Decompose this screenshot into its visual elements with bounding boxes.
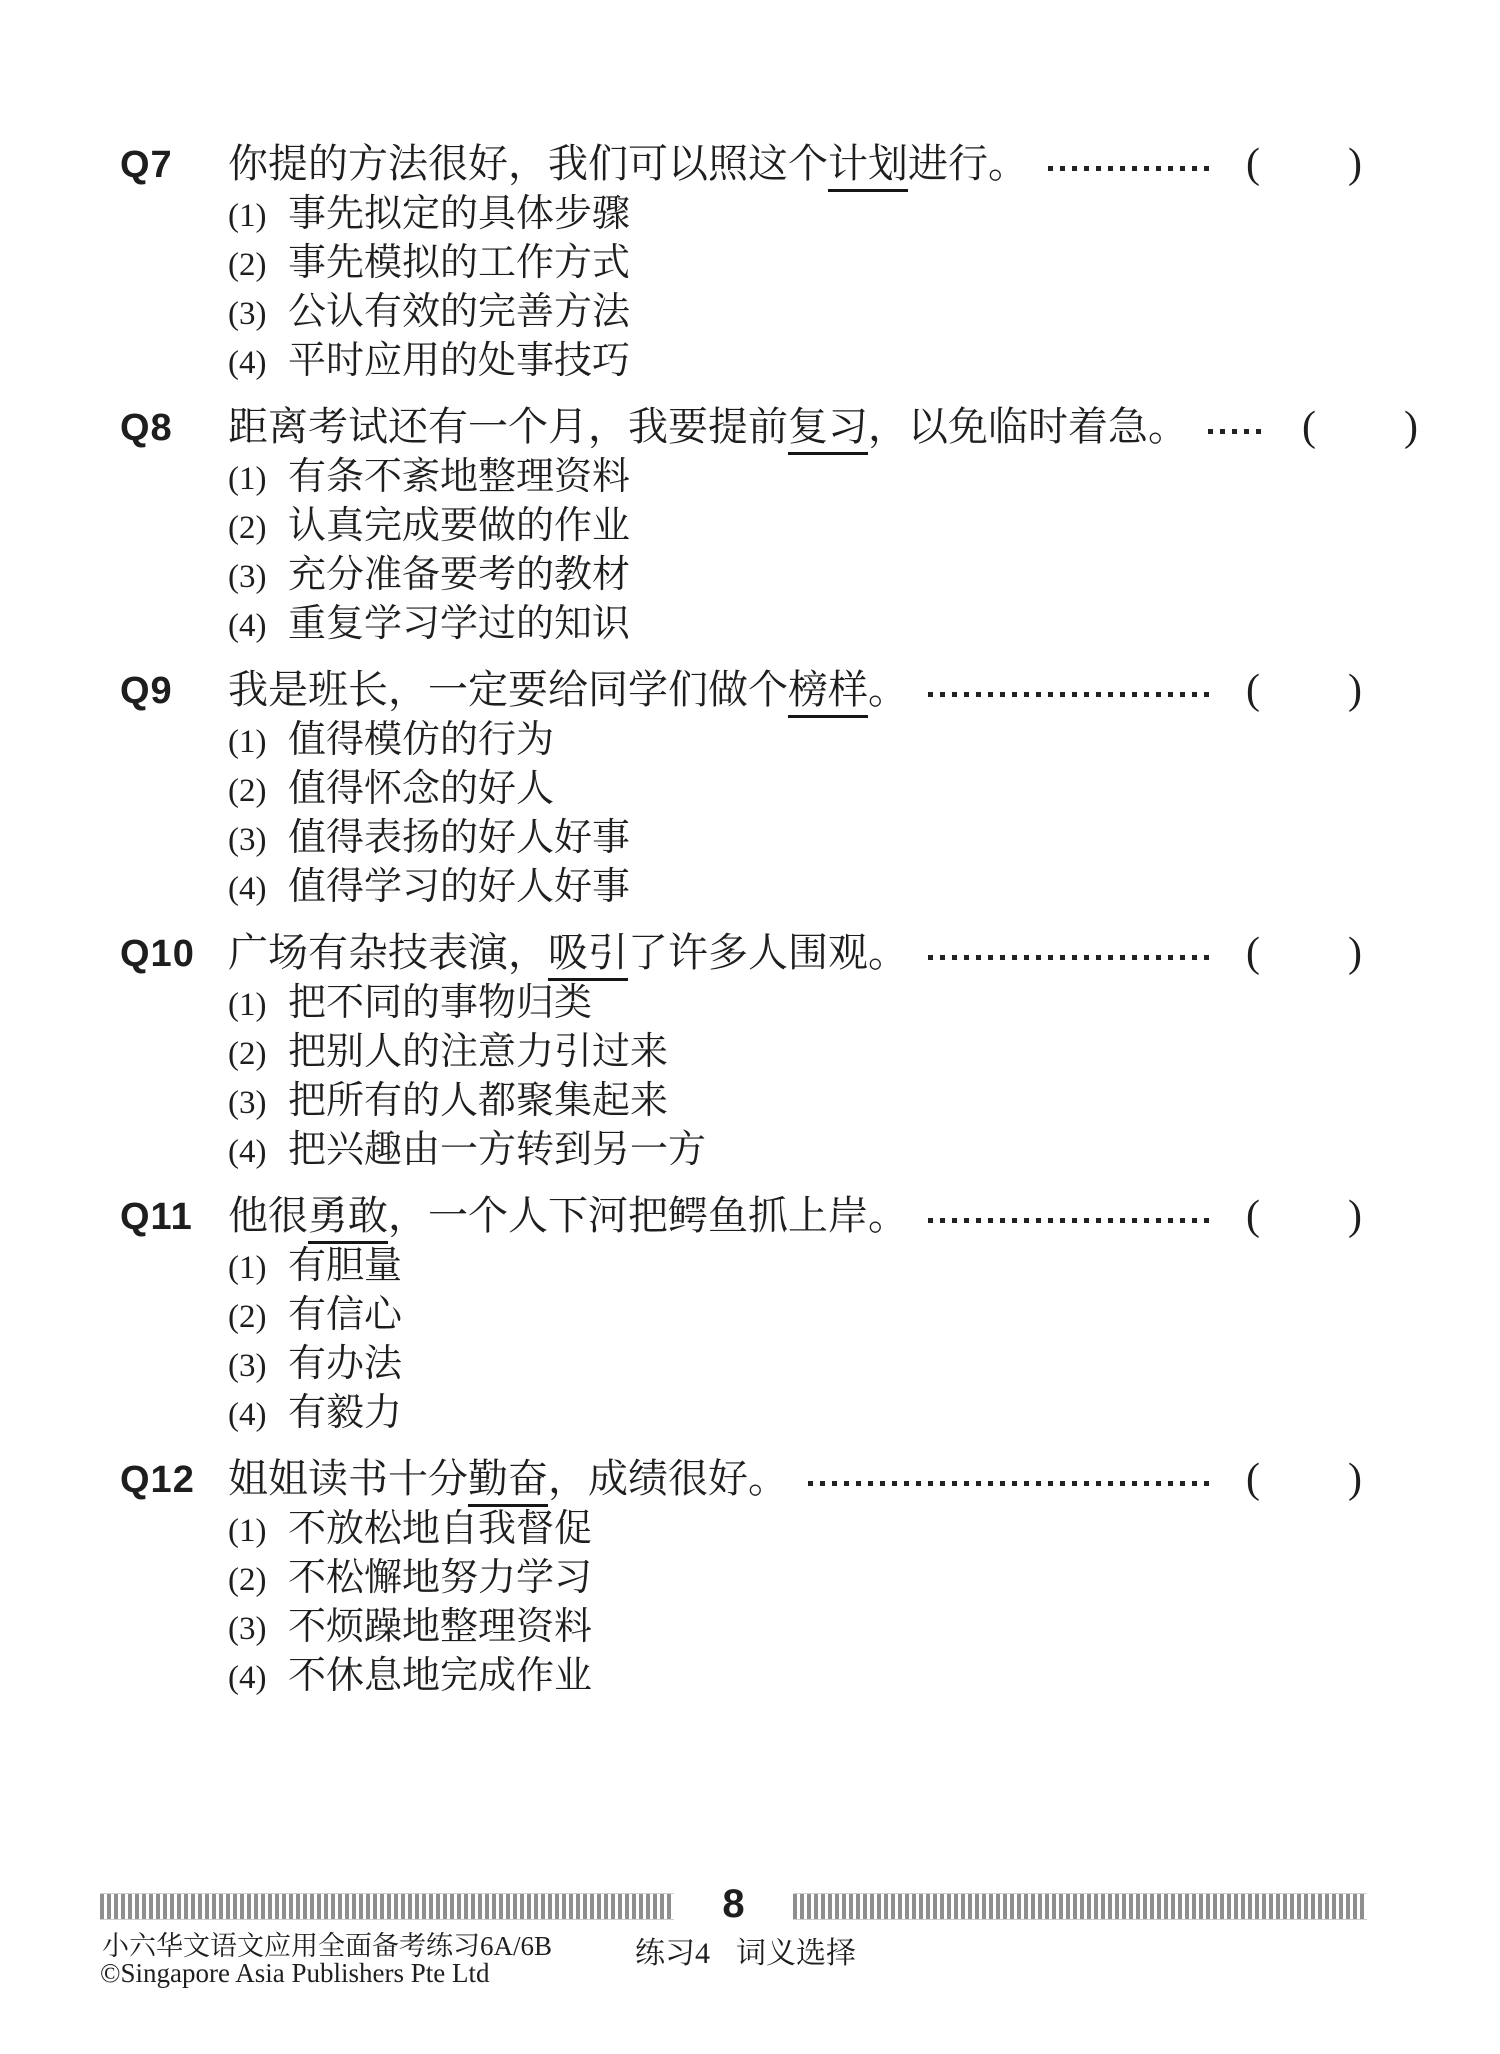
option-number: (4) <box>228 1134 267 1170</box>
question-list <box>120 138 1418 1716</box>
dotted-leader <box>1208 429 1268 434</box>
option-text: 公认有效的完善方法 <box>288 291 631 333</box>
sentence-pre: 你提的方法很好，我们可以照这个 <box>228 141 828 186</box>
option <box>228 601 1362 650</box>
question-sentence <box>228 1190 908 1242</box>
question-row <box>120 664 1362 717</box>
option <box>228 1653 1362 1702</box>
option-number: (2) <box>228 1299 267 1335</box>
option <box>228 289 1362 338</box>
sentence-post: 进行。 <box>908 141 1028 186</box>
options-list <box>120 717 1362 913</box>
question-row <box>120 1190 1362 1243</box>
close-paren: ) <box>1348 1193 1362 1239</box>
question-number: Q8 <box>120 407 173 449</box>
option-text: 有办法 <box>288 1343 403 1385</box>
option-text: 值得模仿的行为 <box>288 719 555 761</box>
question-number: Q12 <box>120 1459 195 1501</box>
option <box>228 980 1362 1029</box>
question-row <box>120 138 1362 191</box>
sentence-underlined-word: 计划 <box>828 141 908 192</box>
question-block <box>120 138 1362 387</box>
option-number: (1) <box>228 1250 267 1286</box>
sentence-pre: 距离考试还有一个月，我要提前 <box>228 404 788 449</box>
option <box>228 1390 1362 1439</box>
sentence-pre: 姐姐读书十分 <box>228 1456 468 1501</box>
options-list <box>120 1506 1362 1702</box>
dotted-leader <box>928 692 1212 697</box>
striped-bar-right <box>793 1893 1367 1920</box>
answer-blank <box>1246 1453 1362 1505</box>
copyright-notice: ©Singapore Asia Publishers Pte Ltd <box>100 1958 490 1988</box>
option <box>228 503 1362 552</box>
option-number: (3) <box>228 296 267 332</box>
option <box>228 766 1362 815</box>
dotted-leader <box>928 1218 1212 1223</box>
option-text: 事先模拟的工作方式 <box>288 242 631 284</box>
sentence-underlined-word: 复习 <box>788 404 868 455</box>
question-number: Q9 <box>120 670 173 712</box>
option-number: (4) <box>228 1660 267 1696</box>
answer-blank <box>1302 401 1418 453</box>
open-paren: ( <box>1246 141 1260 187</box>
option-text: 不松懈地努力学习 <box>288 1557 593 1599</box>
option-number: (2) <box>228 510 267 546</box>
option-number: (4) <box>228 871 267 907</box>
option-number: (3) <box>228 1348 267 1384</box>
option <box>228 552 1362 601</box>
sentence-pre: 他很 <box>228 1193 308 1238</box>
options-list <box>120 1243 1362 1439</box>
option <box>228 1506 1362 1555</box>
option-text: 平时应用的处事技巧 <box>288 340 631 382</box>
close-paren: ) <box>1348 930 1362 976</box>
answer-blank <box>1246 138 1362 190</box>
sentence-underlined-word: 吸引 <box>548 930 628 981</box>
option-text: 把兴趣由一方转到另一方 <box>288 1129 707 1171</box>
sentence-post: 了许多人围观。 <box>628 930 908 975</box>
option-number: (3) <box>228 822 267 858</box>
sentence-underlined-word: 勤奋 <box>468 1456 548 1507</box>
question-row <box>120 1453 1362 1506</box>
option-text: 有条不紊地整理资料 <box>288 456 631 498</box>
option-text: 重复学习学过的知识 <box>288 603 631 645</box>
open-paren: ( <box>1246 1456 1260 1502</box>
option-number: (1) <box>228 1513 267 1549</box>
option-number: (1) <box>228 987 267 1023</box>
option-number: (1) <box>228 198 267 234</box>
question-block <box>120 401 1418 650</box>
striped-bar-left <box>100 1893 674 1920</box>
question-row <box>120 927 1362 980</box>
option <box>228 338 1362 387</box>
option <box>228 1341 1362 1390</box>
option-number: (4) <box>228 345 267 381</box>
dotted-leader <box>1048 166 1212 171</box>
question-sentence <box>228 664 908 716</box>
options-list <box>120 980 1362 1176</box>
question-number: Q7 <box>120 144 173 186</box>
options-list <box>120 191 1362 387</box>
page-number: 8 <box>722 1882 745 1926</box>
option <box>228 1604 1362 1653</box>
open-paren: ( <box>1302 404 1316 450</box>
option-number: (4) <box>228 608 267 644</box>
option-text: 有胆量 <box>288 1245 403 1287</box>
option-number: (1) <box>228 724 267 760</box>
option <box>228 1292 1362 1341</box>
sentence-post: ，成绩很好。 <box>548 1456 788 1501</box>
option-text: 有信心 <box>288 1294 403 1336</box>
sentence-post: 。 <box>868 667 908 712</box>
option-text: 充分准备要考的教材 <box>288 554 631 596</box>
footer-decoration-row <box>100 1884 1367 1929</box>
option <box>228 1243 1362 1292</box>
option-number: (3) <box>228 1085 267 1121</box>
option <box>228 1127 1362 1176</box>
option-number: (3) <box>228 1611 267 1647</box>
option-text: 不放松地自我督促 <box>288 1508 593 1550</box>
sentence-underlined-word: 勇敢 <box>308 1193 388 1244</box>
question-block <box>120 1190 1362 1439</box>
close-paren: ) <box>1348 1456 1362 1502</box>
close-paren: ) <box>1404 404 1418 450</box>
book-title: 小六华文语文应用全面备考练习6A/6B <box>102 1931 553 1961</box>
open-paren: ( <box>1246 667 1260 713</box>
option <box>228 1555 1362 1604</box>
option <box>228 815 1362 864</box>
option <box>228 864 1362 913</box>
option-text: 事先拟定的具体步骤 <box>288 193 631 235</box>
question-block <box>120 664 1362 913</box>
option-number: (3) <box>228 559 267 595</box>
page-footer <box>100 1884 1367 2004</box>
option-text: 不休息地完成作业 <box>288 1655 593 1697</box>
question-number: Q11 <box>120 1196 193 1238</box>
sentence-pre: 我是班长，一定要给同学们做个 <box>228 667 788 712</box>
option-text: 值得表扬的好人好事 <box>288 817 631 859</box>
option-number: (4) <box>228 1397 267 1433</box>
option-text: 把别人的注意力引过来 <box>288 1031 669 1073</box>
sentence-post: ，以免临时着急。 <box>868 404 1188 449</box>
exercise-label: 练习4 <box>635 1937 710 1970</box>
question-sentence <box>228 1453 788 1505</box>
option-text: 值得怀念的好人 <box>288 768 555 810</box>
question-block <box>120 1453 1362 1702</box>
exercise-title: 词义选择 <box>736 1937 856 1970</box>
sentence-underlined-word: 榜样 <box>788 667 868 718</box>
option-number: (2) <box>228 247 267 283</box>
answer-blank <box>1246 1190 1362 1242</box>
option-number: (1) <box>228 461 267 497</box>
open-paren: ( <box>1246 1193 1260 1239</box>
option-number: (2) <box>228 1562 267 1598</box>
option-text: 把不同的事物归类 <box>288 982 593 1024</box>
close-paren: ) <box>1348 667 1362 713</box>
option-text: 把所有的人都聚集起来 <box>288 1080 669 1122</box>
answer-blank <box>1246 927 1362 979</box>
option <box>228 240 1362 289</box>
option-text: 值得学习的好人好事 <box>288 866 631 908</box>
question-sentence <box>228 927 908 979</box>
option-number: (2) <box>228 773 267 809</box>
answer-blank <box>1246 664 1362 716</box>
option <box>228 454 1362 503</box>
option-text: 有毅力 <box>288 1392 403 1434</box>
option <box>228 717 1362 766</box>
sentence-pre: 广场有杂技表演， <box>228 930 548 975</box>
question-block <box>120 927 1362 1176</box>
dotted-leader <box>808 1481 1212 1486</box>
option-text: 不烦躁地整理资料 <box>288 1606 593 1648</box>
option <box>228 1029 1362 1078</box>
open-paren: ( <box>1246 930 1260 976</box>
options-list <box>120 454 1362 650</box>
option <box>228 1078 1362 1127</box>
question-sentence <box>228 138 1028 190</box>
close-paren: ) <box>1348 141 1362 187</box>
option-text: 认真完成要做的作业 <box>288 505 631 547</box>
question-row <box>120 401 1418 454</box>
question-sentence <box>228 401 1188 453</box>
dotted-leader <box>928 955 1212 960</box>
exercise-heading <box>635 1928 856 1972</box>
option <box>228 191 1362 240</box>
sentence-post: ，一个人下河把鳄鱼抓上岸。 <box>388 1193 908 1238</box>
question-number: Q10 <box>120 933 195 975</box>
option-number: (2) <box>228 1036 267 1072</box>
